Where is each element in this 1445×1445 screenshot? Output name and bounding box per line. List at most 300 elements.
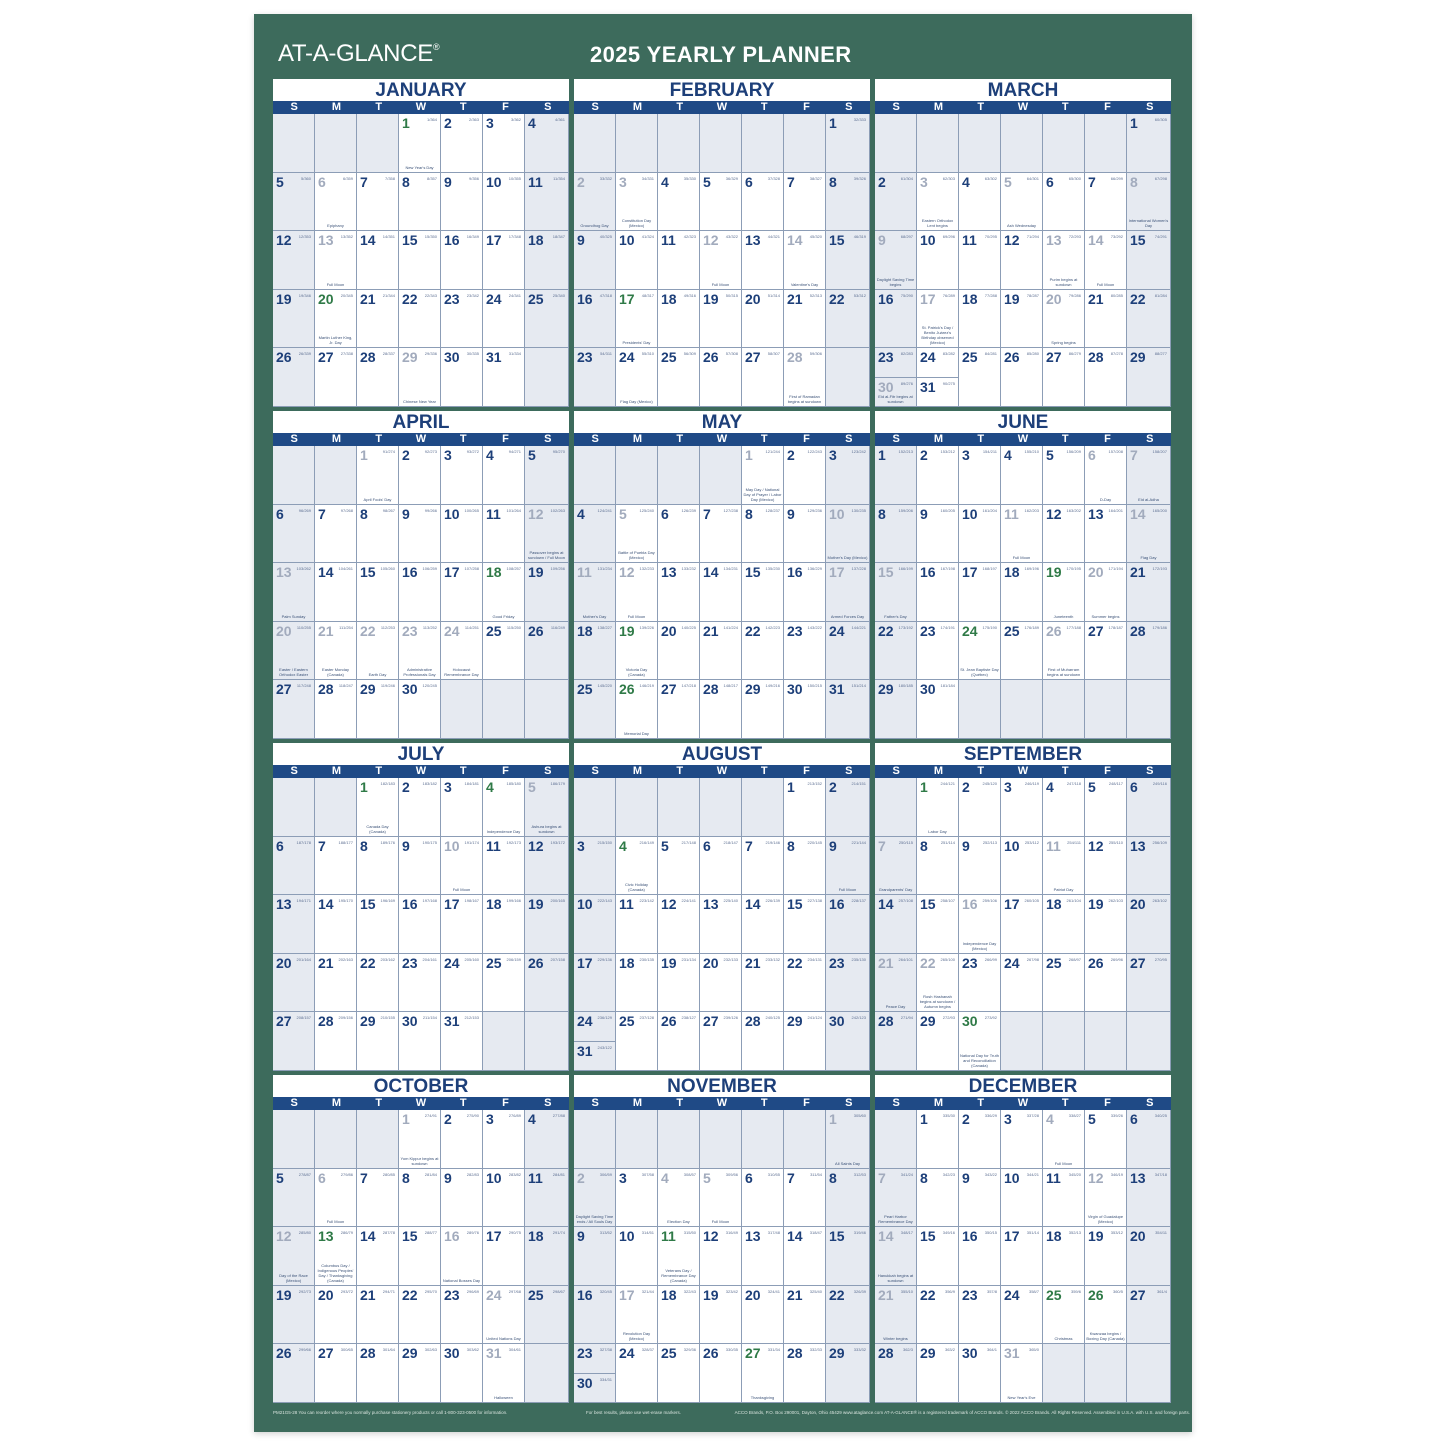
- day-cell[interactable]: [616, 1344, 658, 1403]
- day-cell[interactable]: [658, 1227, 700, 1286]
- day-cell[interactable]: [315, 622, 357, 681]
- day-cell[interactable]: [315, 563, 357, 622]
- day-cell[interactable]: [784, 1344, 826, 1403]
- day-cell[interactable]: [742, 290, 784, 349]
- day-cell[interactable]: [315, 290, 357, 349]
- day-cell[interactable]: [315, 173, 357, 232]
- day-cell[interactable]: [483, 1110, 525, 1169]
- day-cell[interactable]: [875, 895, 917, 954]
- day-cell[interactable]: [959, 1286, 1001, 1345]
- day-cell[interactable]: [574, 1012, 616, 1041]
- day-cell[interactable]: [1043, 231, 1085, 290]
- day-cell[interactable]: [399, 1344, 441, 1403]
- day-cell[interactable]: [273, 290, 315, 349]
- day-cell[interactable]: [357, 1227, 399, 1286]
- day-cell[interactable]: [784, 290, 826, 349]
- day-cell[interactable]: [658, 895, 700, 954]
- day-cell[interactable]: [875, 348, 917, 377]
- day-cell[interactable]: [826, 1344, 870, 1403]
- day-cell[interactable]: [917, 1227, 959, 1286]
- day-cell[interactable]: [784, 1169, 826, 1228]
- day-cell[interactable]: [574, 290, 616, 349]
- day-cell[interactable]: [574, 680, 616, 739]
- day-cell[interactable]: [742, 348, 784, 407]
- day-cell[interactable]: [1001, 231, 1043, 290]
- day-cell[interactable]: [959, 290, 1001, 349]
- day-cell[interactable]: [441, 563, 483, 622]
- day-cell[interactable]: [959, 1344, 1001, 1403]
- day-cell[interactable]: [1043, 348, 1085, 407]
- day-cell[interactable]: [700, 1286, 742, 1345]
- day-cell[interactable]: [616, 1012, 658, 1071]
- day-cell[interactable]: [658, 231, 700, 290]
- day-cell[interactable]: [441, 1227, 483, 1286]
- day-cell[interactable]: [1001, 837, 1043, 896]
- day-cell[interactable]: [525, 1110, 569, 1169]
- day-cell[interactable]: [357, 505, 399, 564]
- day-cell[interactable]: [700, 1344, 742, 1403]
- day-cell[interactable]: [658, 680, 700, 739]
- day-cell[interactable]: [700, 622, 742, 681]
- day-cell[interactable]: [784, 954, 826, 1013]
- day-cell[interactable]: [658, 563, 700, 622]
- day-cell[interactable]: [1085, 778, 1127, 837]
- day-cell[interactable]: [875, 378, 917, 407]
- day-cell[interactable]: [525, 290, 569, 349]
- day-cell[interactable]: [483, 446, 525, 505]
- day-cell[interactable]: [399, 114, 441, 173]
- day-cell[interactable]: [525, 1169, 569, 1228]
- day-cell[interactable]: [784, 778, 826, 837]
- day-cell[interactable]: [574, 1169, 616, 1228]
- day-cell[interactable]: [441, 954, 483, 1013]
- day-cell[interactable]: [875, 231, 917, 290]
- day-cell[interactable]: [959, 173, 1001, 232]
- day-cell[interactable]: [917, 680, 959, 739]
- day-cell[interactable]: [784, 348, 826, 407]
- day-cell[interactable]: [315, 505, 357, 564]
- day-cell[interactable]: [742, 1286, 784, 1345]
- day-cell[interactable]: [399, 348, 441, 407]
- day-cell[interactable]: [1001, 446, 1043, 505]
- day-cell[interactable]: [700, 1169, 742, 1228]
- day-cell[interactable]: [1127, 563, 1171, 622]
- day-cell[interactable]: [917, 778, 959, 837]
- day-cell[interactable]: [441, 1110, 483, 1169]
- day-cell[interactable]: [1001, 622, 1043, 681]
- day-cell[interactable]: [483, 895, 525, 954]
- day-cell[interactable]: [273, 837, 315, 896]
- day-cell[interactable]: [483, 114, 525, 173]
- day-cell[interactable]: [441, 173, 483, 232]
- day-cell[interactable]: [483, 173, 525, 232]
- day-cell[interactable]: [1043, 446, 1085, 505]
- day-cell[interactable]: [616, 622, 658, 681]
- day-cell[interactable]: [483, 778, 525, 837]
- day-cell[interactable]: [826, 173, 870, 232]
- day-cell[interactable]: [1085, 622, 1127, 681]
- day-cell[interactable]: [357, 1169, 399, 1228]
- day-cell[interactable]: [875, 173, 917, 232]
- day-cell[interactable]: [917, 173, 959, 232]
- day-cell[interactable]: [658, 954, 700, 1013]
- day-cell[interactable]: [399, 1012, 441, 1071]
- day-cell[interactable]: [399, 1169, 441, 1228]
- day-cell[interactable]: [784, 837, 826, 896]
- day-cell[interactable]: [357, 348, 399, 407]
- day-cell[interactable]: [700, 895, 742, 954]
- day-cell[interactable]: [1085, 1110, 1127, 1169]
- day-cell[interactable]: [574, 1227, 616, 1286]
- day-cell[interactable]: [441, 446, 483, 505]
- day-cell[interactable]: [658, 1169, 700, 1228]
- day-cell[interactable]: [1127, 837, 1171, 896]
- day-cell[interactable]: [917, 837, 959, 896]
- day-cell[interactable]: [441, 505, 483, 564]
- day-cell[interactable]: [1001, 563, 1043, 622]
- day-cell[interactable]: [273, 1169, 315, 1228]
- day-cell[interactable]: [658, 505, 700, 564]
- day-cell[interactable]: [658, 1344, 700, 1403]
- day-cell[interactable]: [1085, 231, 1127, 290]
- day-cell[interactable]: [399, 622, 441, 681]
- day-cell[interactable]: [875, 1344, 917, 1403]
- day-cell[interactable]: [399, 563, 441, 622]
- day-cell[interactable]: [826, 837, 870, 896]
- day-cell[interactable]: [399, 173, 441, 232]
- day-cell[interactable]: [917, 1344, 959, 1403]
- day-cell[interactable]: [917, 954, 959, 1013]
- day-cell[interactable]: [742, 446, 784, 505]
- day-cell[interactable]: [357, 173, 399, 232]
- day-cell[interactable]: [616, 173, 658, 232]
- day-cell[interactable]: [1001, 778, 1043, 837]
- day-cell[interactable]: [1085, 505, 1127, 564]
- day-cell[interactable]: [917, 622, 959, 681]
- day-cell[interactable]: [826, 1110, 870, 1169]
- day-cell[interactable]: [315, 895, 357, 954]
- day-cell[interactable]: [315, 1344, 357, 1403]
- day-cell[interactable]: [357, 778, 399, 837]
- day-cell[interactable]: [1085, 173, 1127, 232]
- day-cell[interactable]: [826, 563, 870, 622]
- day-cell[interactable]: [1043, 837, 1085, 896]
- day-cell[interactable]: [315, 837, 357, 896]
- day-cell[interactable]: [917, 1110, 959, 1169]
- day-cell[interactable]: [959, 954, 1001, 1013]
- day-cell[interactable]: [441, 1169, 483, 1228]
- day-cell[interactable]: [574, 1374, 616, 1403]
- day-cell[interactable]: [826, 446, 870, 505]
- day-cell[interactable]: [574, 1042, 616, 1071]
- day-cell[interactable]: [784, 895, 826, 954]
- day-cell[interactable]: [357, 895, 399, 954]
- day-cell[interactable]: [483, 1286, 525, 1345]
- day-cell[interactable]: [784, 1286, 826, 1345]
- day-cell[interactable]: [826, 505, 870, 564]
- day-cell[interactable]: [273, 1344, 315, 1403]
- day-cell[interactable]: [315, 1286, 357, 1345]
- day-cell[interactable]: [700, 348, 742, 407]
- day-cell[interactable]: [742, 231, 784, 290]
- day-cell[interactable]: [574, 1286, 616, 1345]
- day-cell[interactable]: [742, 680, 784, 739]
- day-cell[interactable]: [742, 1012, 784, 1071]
- day-cell[interactable]: [917, 446, 959, 505]
- day-cell[interactable]: [784, 622, 826, 681]
- day-cell[interactable]: [357, 1286, 399, 1345]
- day-cell[interactable]: [1001, 895, 1043, 954]
- day-cell[interactable]: [525, 778, 569, 837]
- day-cell[interactable]: [399, 505, 441, 564]
- day-cell[interactable]: [574, 505, 616, 564]
- day-cell[interactable]: [742, 837, 784, 896]
- day-cell[interactable]: [315, 1169, 357, 1228]
- day-cell[interactable]: [273, 505, 315, 564]
- day-cell[interactable]: [273, 563, 315, 622]
- day-cell[interactable]: [1043, 622, 1085, 681]
- day-cell[interactable]: [826, 1169, 870, 1228]
- day-cell[interactable]: [1043, 954, 1085, 1013]
- day-cell[interactable]: [483, 622, 525, 681]
- day-cell[interactable]: [273, 348, 315, 407]
- day-cell[interactable]: [273, 173, 315, 232]
- day-cell[interactable]: [574, 1344, 616, 1373]
- day-cell[interactable]: [784, 231, 826, 290]
- day-cell[interactable]: [574, 622, 616, 681]
- day-cell[interactable]: [1085, 1286, 1127, 1345]
- day-cell[interactable]: [441, 114, 483, 173]
- day-cell[interactable]: [315, 1012, 357, 1071]
- day-cell[interactable]: [1001, 1110, 1043, 1169]
- day-cell[interactable]: [1127, 622, 1171, 681]
- day-cell[interactable]: [574, 348, 616, 407]
- day-cell[interactable]: [875, 837, 917, 896]
- day-cell[interactable]: [1043, 290, 1085, 349]
- day-cell[interactable]: [574, 954, 616, 1013]
- day-cell[interactable]: [315, 231, 357, 290]
- day-cell[interactable]: [826, 778, 870, 837]
- day-cell[interactable]: [1043, 173, 1085, 232]
- day-cell[interactable]: [616, 505, 658, 564]
- day-cell[interactable]: [273, 231, 315, 290]
- day-cell[interactable]: [399, 1286, 441, 1345]
- day-cell[interactable]: [917, 348, 959, 377]
- day-cell[interactable]: [700, 1227, 742, 1286]
- day-cell[interactable]: [525, 114, 569, 173]
- day-cell[interactable]: [616, 1169, 658, 1228]
- day-cell[interactable]: [875, 1012, 917, 1071]
- day-cell[interactable]: [357, 954, 399, 1013]
- day-cell[interactable]: [1043, 563, 1085, 622]
- day-cell[interactable]: [826, 895, 870, 954]
- day-cell[interactable]: [784, 173, 826, 232]
- day-cell[interactable]: [1127, 114, 1171, 173]
- day-cell[interactable]: [1127, 348, 1171, 407]
- day-cell[interactable]: [1085, 348, 1127, 407]
- day-cell[interactable]: [483, 231, 525, 290]
- day-cell[interactable]: [917, 290, 959, 349]
- day-cell[interactable]: [483, 505, 525, 564]
- day-cell[interactable]: [875, 505, 917, 564]
- day-cell[interactable]: [917, 563, 959, 622]
- day-cell[interactable]: [525, 622, 569, 681]
- day-cell[interactable]: [784, 505, 826, 564]
- day-cell[interactable]: [273, 622, 315, 681]
- day-cell[interactable]: [483, 563, 525, 622]
- day-cell[interactable]: [826, 622, 870, 681]
- day-cell[interactable]: [959, 1227, 1001, 1286]
- day-cell[interactable]: [1001, 1169, 1043, 1228]
- day-cell[interactable]: [875, 1227, 917, 1286]
- day-cell[interactable]: [357, 622, 399, 681]
- day-cell[interactable]: [826, 1012, 870, 1071]
- day-cell[interactable]: [742, 895, 784, 954]
- day-cell[interactable]: [959, 505, 1001, 564]
- day-cell[interactable]: [826, 231, 870, 290]
- day-cell[interactable]: [658, 1012, 700, 1071]
- day-cell[interactable]: [959, 446, 1001, 505]
- day-cell[interactable]: [1043, 778, 1085, 837]
- day-cell[interactable]: [959, 622, 1001, 681]
- day-cell[interactable]: [917, 1286, 959, 1345]
- day-cell[interactable]: [1127, 505, 1171, 564]
- day-cell[interactable]: [826, 114, 870, 173]
- day-cell[interactable]: [658, 622, 700, 681]
- day-cell[interactable]: [784, 680, 826, 739]
- day-cell[interactable]: [959, 895, 1001, 954]
- day-cell[interactable]: [875, 1286, 917, 1345]
- day-cell[interactable]: [1127, 1286, 1171, 1345]
- day-cell[interactable]: [574, 895, 616, 954]
- day-cell[interactable]: [525, 1286, 569, 1345]
- day-cell[interactable]: [441, 1012, 483, 1071]
- day-cell[interactable]: [357, 1344, 399, 1403]
- day-cell[interactable]: [399, 446, 441, 505]
- day-cell[interactable]: [917, 895, 959, 954]
- day-cell[interactable]: [616, 563, 658, 622]
- day-cell[interactable]: [658, 290, 700, 349]
- day-cell[interactable]: [1085, 290, 1127, 349]
- day-cell[interactable]: [616, 290, 658, 349]
- day-cell[interactable]: [917, 231, 959, 290]
- day-cell[interactable]: [315, 1227, 357, 1286]
- day-cell[interactable]: [1127, 895, 1171, 954]
- day-cell[interactable]: [483, 290, 525, 349]
- day-cell[interactable]: [273, 954, 315, 1013]
- day-cell[interactable]: [1085, 895, 1127, 954]
- day-cell[interactable]: [616, 348, 658, 407]
- day-cell[interactable]: [959, 231, 1001, 290]
- day-cell[interactable]: [399, 680, 441, 739]
- day-cell[interactable]: [616, 954, 658, 1013]
- day-cell[interactable]: [1085, 1227, 1127, 1286]
- day-cell[interactable]: [1001, 505, 1043, 564]
- day-cell[interactable]: [357, 563, 399, 622]
- day-cell[interactable]: [742, 1227, 784, 1286]
- day-cell[interactable]: [315, 954, 357, 1013]
- day-cell[interactable]: [658, 837, 700, 896]
- day-cell[interactable]: [1085, 837, 1127, 896]
- day-cell[interactable]: [357, 290, 399, 349]
- day-cell[interactable]: [273, 680, 315, 739]
- day-cell[interactable]: [357, 1012, 399, 1071]
- day-cell[interactable]: [1127, 173, 1171, 232]
- day-cell[interactable]: [441, 290, 483, 349]
- day-cell[interactable]: [616, 231, 658, 290]
- day-cell[interactable]: [399, 231, 441, 290]
- day-cell[interactable]: [483, 1344, 525, 1403]
- day-cell[interactable]: [1085, 954, 1127, 1013]
- day-cell[interactable]: [875, 622, 917, 681]
- day-cell[interactable]: [875, 1169, 917, 1228]
- day-cell[interactable]: [700, 1012, 742, 1071]
- day-cell[interactable]: [273, 1012, 315, 1071]
- day-cell[interactable]: [742, 1169, 784, 1228]
- day-cell[interactable]: [917, 505, 959, 564]
- day-cell[interactable]: [399, 954, 441, 1013]
- day-cell[interactable]: [483, 1169, 525, 1228]
- day-cell[interactable]: [826, 954, 870, 1013]
- day-cell[interactable]: [658, 348, 700, 407]
- day-cell[interactable]: [700, 290, 742, 349]
- day-cell[interactable]: [273, 1286, 315, 1345]
- day-cell[interactable]: [917, 378, 959, 407]
- day-cell[interactable]: [574, 231, 616, 290]
- day-cell[interactable]: [1127, 1169, 1171, 1228]
- day-cell[interactable]: [784, 563, 826, 622]
- day-cell[interactable]: [441, 778, 483, 837]
- day-cell[interactable]: [525, 173, 569, 232]
- day-cell[interactable]: [875, 680, 917, 739]
- day-cell[interactable]: [700, 954, 742, 1013]
- day-cell[interactable]: [700, 563, 742, 622]
- day-cell[interactable]: [357, 680, 399, 739]
- day-cell[interactable]: [525, 837, 569, 896]
- day-cell[interactable]: [784, 446, 826, 505]
- day-cell[interactable]: [483, 1227, 525, 1286]
- day-cell[interactable]: [917, 1012, 959, 1071]
- day-cell[interactable]: [616, 837, 658, 896]
- day-cell[interactable]: [826, 680, 870, 739]
- day-cell[interactable]: [826, 1286, 870, 1345]
- day-cell[interactable]: [1127, 290, 1171, 349]
- day-cell[interactable]: [1001, 348, 1043, 407]
- day-cell[interactable]: [784, 1227, 826, 1286]
- day-cell[interactable]: [742, 954, 784, 1013]
- day-cell[interactable]: [1085, 563, 1127, 622]
- day-cell[interactable]: [742, 505, 784, 564]
- day-cell[interactable]: [399, 290, 441, 349]
- day-cell[interactable]: [357, 446, 399, 505]
- day-cell[interactable]: [1127, 1227, 1171, 1286]
- day-cell[interactable]: [1001, 173, 1043, 232]
- day-cell[interactable]: [525, 954, 569, 1013]
- day-cell[interactable]: [399, 1227, 441, 1286]
- day-cell[interactable]: [616, 895, 658, 954]
- day-cell[interactable]: [742, 622, 784, 681]
- day-cell[interactable]: [525, 563, 569, 622]
- day-cell[interactable]: [1127, 446, 1171, 505]
- day-cell[interactable]: [525, 231, 569, 290]
- day-cell[interactable]: [273, 1227, 315, 1286]
- day-cell[interactable]: [959, 778, 1001, 837]
- day-cell[interactable]: [441, 837, 483, 896]
- day-cell[interactable]: [574, 173, 616, 232]
- day-cell[interactable]: [315, 680, 357, 739]
- day-cell[interactable]: [273, 895, 315, 954]
- day-cell[interactable]: [875, 290, 917, 349]
